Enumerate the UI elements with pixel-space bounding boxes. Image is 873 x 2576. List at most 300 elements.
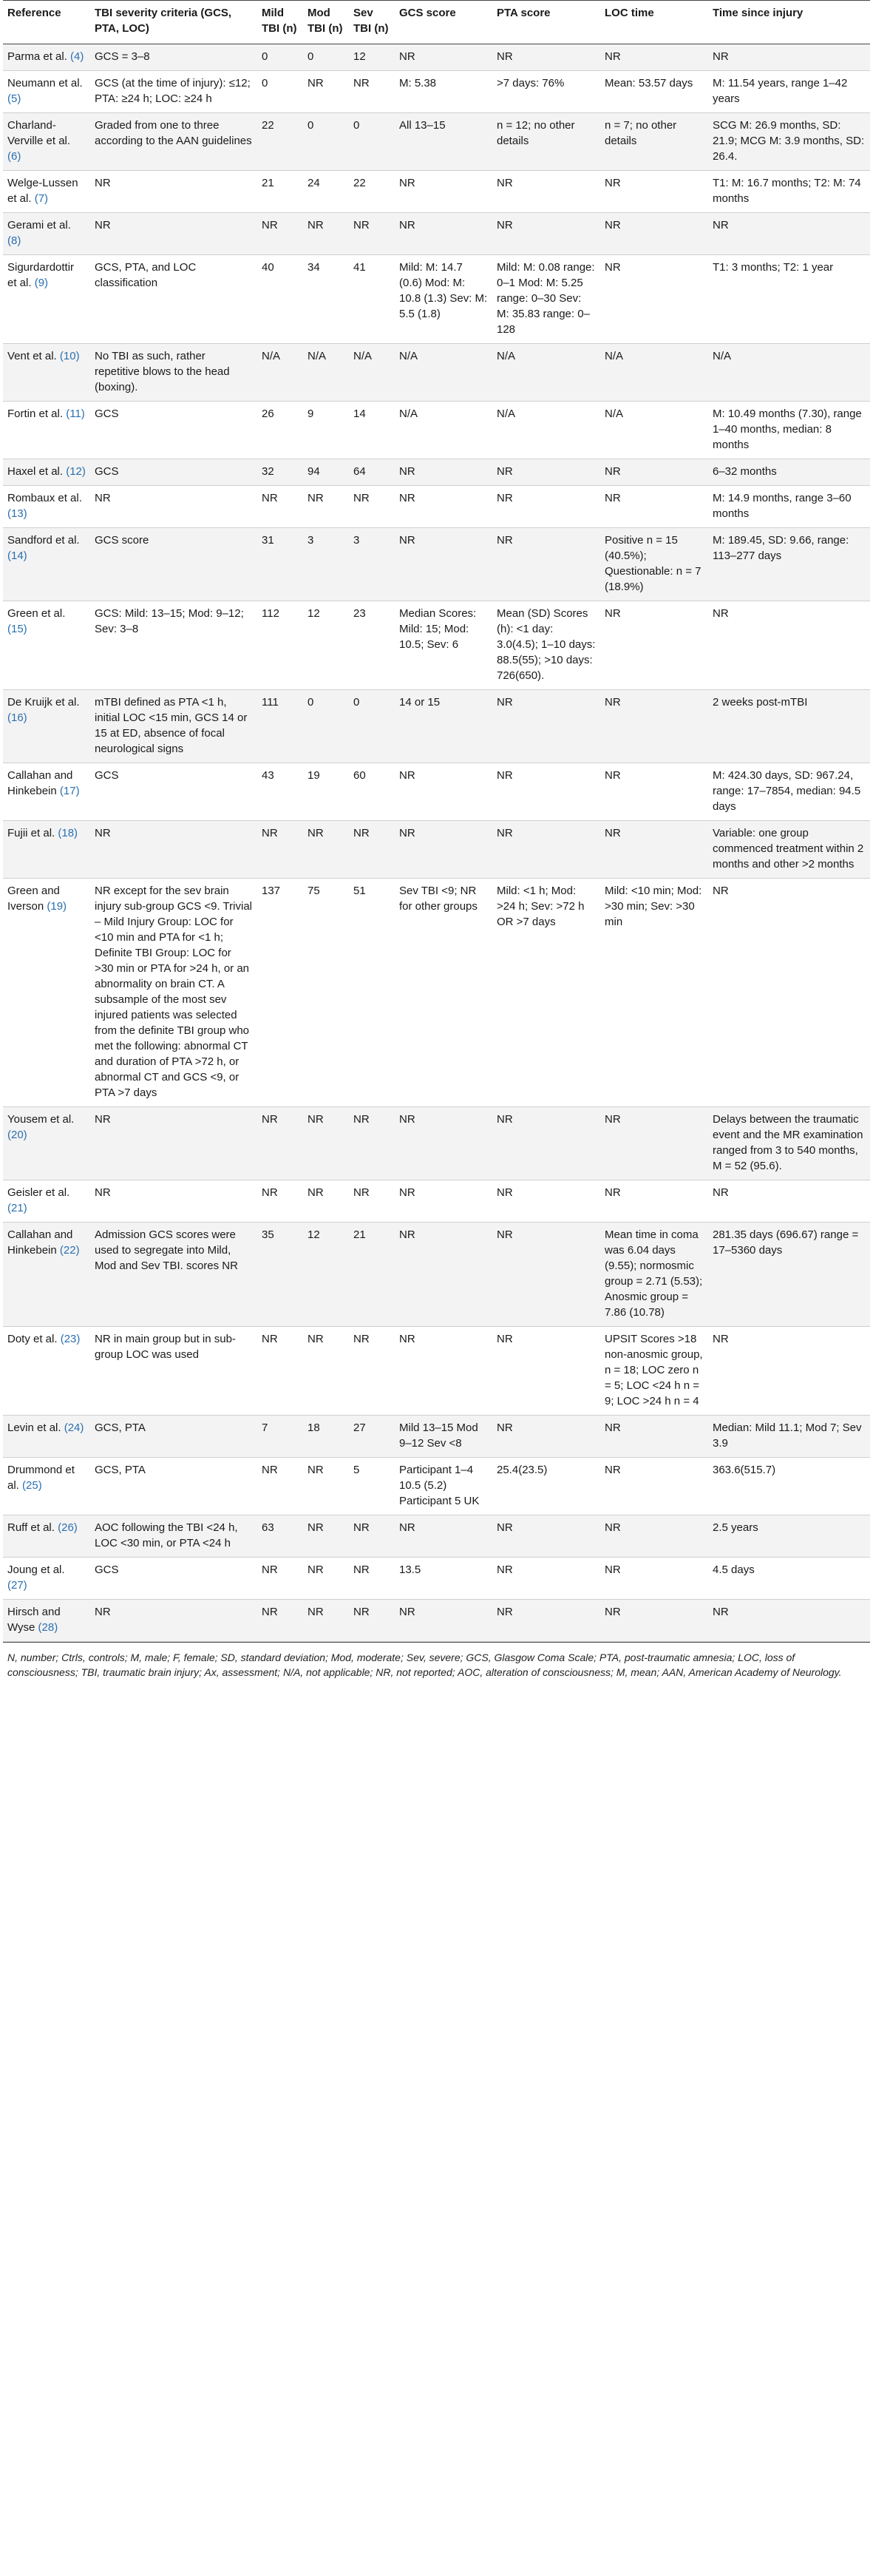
cell-pta: NR xyxy=(492,1416,600,1458)
table-row xyxy=(3,71,870,113)
reference-link[interactable]: (24) xyxy=(64,1421,84,1434)
cell-time: 363.6(515.7) xyxy=(708,1458,870,1515)
cell-gcs: NR xyxy=(395,1180,492,1223)
cell-pta: NR xyxy=(492,1223,600,1327)
cell-sev: NR xyxy=(349,1180,395,1223)
cell-gcs: NR xyxy=(395,213,492,255)
cell-mild: NR xyxy=(257,1180,303,1223)
cell-mild: 43 xyxy=(257,763,303,821)
cell-gcs: NR xyxy=(395,1223,492,1327)
cell-reference xyxy=(3,1327,90,1416)
cell-reference xyxy=(3,255,90,344)
cell-pta: NR xyxy=(492,171,600,213)
cell-pta: Mild: <1 h; Mod: >24 h; Sev: >72 h OR >7 days xyxy=(492,879,600,1107)
cell-sev: 64 xyxy=(349,459,395,486)
reference-name: Hirsch and Wyse xyxy=(7,1606,61,1634)
reference-link[interactable]: (12) xyxy=(66,465,86,478)
reference-name: Parma et al. xyxy=(7,50,67,63)
header-criteria: TBI severity criteria (GCS, PTA, LOC) xyxy=(90,1,257,44)
table-row xyxy=(3,171,870,213)
cell-loc: NR xyxy=(600,690,708,763)
cell-criteria: GCS: Mild: 13–15; Mod: 9–12; Sev: 3–8 xyxy=(90,601,257,690)
table-row xyxy=(3,113,870,171)
cell-time: NR xyxy=(708,1180,870,1223)
table-row xyxy=(3,528,870,601)
reference-link[interactable]: (10) xyxy=(59,350,80,362)
cell-criteria: NR xyxy=(90,486,257,528)
cell-mod: 0 xyxy=(303,113,349,171)
cell-mod: 34 xyxy=(303,255,349,344)
cell-sev: 23 xyxy=(349,601,395,690)
table-row xyxy=(3,459,870,486)
cell-mod: NR xyxy=(303,821,349,879)
cell-pta: NR xyxy=(492,1600,600,1642)
cell-criteria: NR xyxy=(90,1180,257,1223)
cell-pta: n = 12; no other details xyxy=(492,113,600,171)
cell-reference xyxy=(3,601,90,690)
cell-mod: 9 xyxy=(303,402,349,459)
tbi-severity-table xyxy=(3,0,870,1642)
cell-criteria: No TBI as such, rather repetitive blows to the head (boxing). xyxy=(90,344,257,402)
cell-mild: NR xyxy=(257,213,303,255)
cell-reference xyxy=(3,402,90,459)
cell-loc: NR xyxy=(600,171,708,213)
cell-criteria: GCS xyxy=(90,763,257,821)
cell-time: 2 weeks post-mTBI xyxy=(708,690,870,763)
cell-sev: 51 xyxy=(349,879,395,1107)
cell-gcs: Mild 13–15 Mod 9–12 Sev <8 xyxy=(395,1416,492,1458)
cell-loc: NR xyxy=(600,821,708,879)
cell-mod: NR xyxy=(303,1515,349,1558)
header-mild: Mild TBI (n) xyxy=(257,1,303,44)
table-header-row xyxy=(3,1,870,44)
cell-pta: N/A xyxy=(492,344,600,402)
table-row xyxy=(3,1558,870,1600)
reference-name: Neumann et al. xyxy=(7,77,83,89)
cell-time: 6–32 months xyxy=(708,459,870,486)
table-row xyxy=(3,1180,870,1223)
reference-name: Callahan and Hinkebein xyxy=(7,769,73,797)
cell-time: SCG M: 26.9 months, SD: 21.9; MCG M: 3.9 months, SD: 26.4. xyxy=(708,113,870,171)
cell-reference xyxy=(3,1107,90,1180)
cell-gcs: NR xyxy=(395,44,492,71)
cell-criteria: NR xyxy=(90,821,257,879)
reference-name: Gerami et al. xyxy=(7,219,71,231)
cell-gcs: Participant 1–4 10.5 (5.2) Participant 5 UK xyxy=(395,1458,492,1515)
cell-reference xyxy=(3,71,90,113)
cell-reference xyxy=(3,1600,90,1642)
cell-time: T1: 3 months; T2: 1 year xyxy=(708,255,870,344)
cell-gcs: All 13–15 xyxy=(395,113,492,171)
table-row xyxy=(3,344,870,402)
cell-time: 4.5 days xyxy=(708,1558,870,1600)
cell-gcs: N/A xyxy=(395,402,492,459)
cell-mild: 22 xyxy=(257,113,303,171)
table-row xyxy=(3,690,870,763)
cell-gcs: NR xyxy=(395,821,492,879)
cell-loc: NR xyxy=(600,1600,708,1642)
cell-time: Variable: one group commenced treatment within 2 months and other >2 months xyxy=(708,821,870,879)
table-row xyxy=(3,1327,870,1416)
cell-gcs: Sev TBI <9; NR for other groups xyxy=(395,879,492,1107)
cell-reference xyxy=(3,459,90,486)
cell-loc: Mean: 53.57 days xyxy=(600,71,708,113)
cell-gcs: 13.5 xyxy=(395,1558,492,1600)
cell-mild: 21 xyxy=(257,171,303,213)
cell-pta: >7 days: 76% xyxy=(492,71,600,113)
header-loc: LOC time xyxy=(600,1,708,44)
cell-gcs: NR xyxy=(395,1107,492,1180)
cell-loc: NR xyxy=(600,1416,708,1458)
cell-time: M: 11.54 years, range 1–42 years xyxy=(708,71,870,113)
table-row xyxy=(3,1600,870,1642)
reference-link[interactable]: (20) xyxy=(7,1129,27,1141)
cell-criteria: GCS, PTA xyxy=(90,1458,257,1515)
cell-reference xyxy=(3,213,90,255)
cell-mod: 24 xyxy=(303,171,349,213)
cell-reference xyxy=(3,113,90,171)
cell-criteria: NR except for the sev brain injury sub-group GCS <9. Trivial – Mild Injury Group: LOC for <10 min and PTA for <1 h; Definite TBI Group: LOC for >30 min or PTA for >24 h, or an abnormality on brain CT. A subsample of the most sev injured patients was selected from the definite TBI group who met the following: abnormal CT and duration of PTA >72 h, or abnormal CT and GCS <9, or PTA >7 days xyxy=(90,879,257,1107)
cell-pta: NR xyxy=(492,459,600,486)
cell-sev: NR xyxy=(349,1327,395,1416)
cell-mild: 31 xyxy=(257,528,303,601)
reference-name: Green and Iverson xyxy=(7,885,60,913)
cell-gcs: NR xyxy=(395,171,492,213)
reference-link[interactable]: (8) xyxy=(7,234,21,247)
reference-name: Haxel et al. xyxy=(7,465,64,478)
cell-loc: NR xyxy=(600,459,708,486)
reference-name: Fujii et al. xyxy=(7,827,55,839)
cell-mod: NR xyxy=(303,1558,349,1600)
cell-sev: NR xyxy=(349,213,395,255)
cell-reference xyxy=(3,528,90,601)
cell-gcs: Mild: M: 14.7 (0.6) Mod: M: 10.8 (1.3) Sev: M: 5.5 (1.8) xyxy=(395,255,492,344)
cell-sev: NR xyxy=(349,1558,395,1600)
cell-mod: NR xyxy=(303,1458,349,1515)
cell-sev: 21 xyxy=(349,1223,395,1327)
cell-mild: 0 xyxy=(257,44,303,71)
cell-loc: n = 7; no other details xyxy=(600,113,708,171)
table-row xyxy=(3,1223,870,1327)
reference-link[interactable]: (26) xyxy=(58,1521,78,1534)
cell-pta: NR xyxy=(492,528,600,601)
cell-reference xyxy=(3,171,90,213)
cell-time: M: 189.45, SD: 9.66, range: 113–277 days xyxy=(708,528,870,601)
cell-mild: 32 xyxy=(257,459,303,486)
reference-link[interactable]: (6) xyxy=(7,150,21,163)
cell-mod: 94 xyxy=(303,459,349,486)
cell-pta: NR xyxy=(492,821,600,879)
cell-mild: 7 xyxy=(257,1416,303,1458)
cell-sev: 0 xyxy=(349,113,395,171)
table-row xyxy=(3,763,870,821)
cell-reference xyxy=(3,1558,90,1600)
cell-gcs: NR xyxy=(395,1515,492,1558)
cell-mild: NR xyxy=(257,1327,303,1416)
reference-name: Yousem et al. xyxy=(7,1113,75,1126)
cell-sev: NR xyxy=(349,821,395,879)
cell-mod: NR xyxy=(303,1107,349,1180)
cell-mod: 0 xyxy=(303,44,349,71)
cell-sev: NR xyxy=(349,1600,395,1642)
cell-mild: NR xyxy=(257,1458,303,1515)
cell-sev: 0 xyxy=(349,690,395,763)
cell-sev: NR xyxy=(349,1515,395,1558)
cell-loc: NR xyxy=(600,1515,708,1558)
header-reference: Reference xyxy=(3,1,90,44)
table-row xyxy=(3,1107,870,1180)
header-gcs: GCS score xyxy=(395,1,492,44)
reference-name: Drummond et al. xyxy=(7,1464,75,1492)
cell-time: Delays between the traumatic event and the MR examination ranged from 3 to 540 months, M = 52 (95.6). xyxy=(708,1107,870,1180)
header-time: Time since injury xyxy=(708,1,870,44)
cell-gcs: NR xyxy=(395,459,492,486)
cell-sev: 14 xyxy=(349,402,395,459)
cell-pta: N/A xyxy=(492,402,600,459)
cell-criteria: mTBI defined as PTA <1 h, initial LOC <15 min, GCS 14 or 15 at ED, absence of focal neurological signs xyxy=(90,690,257,763)
cell-criteria: GCS, PTA, and LOC classification xyxy=(90,255,257,344)
cell-reference xyxy=(3,486,90,528)
cell-reference xyxy=(3,1223,90,1327)
reference-link[interactable]: (23) xyxy=(60,1333,81,1345)
cell-criteria: GCS score xyxy=(90,528,257,601)
cell-mild: NR xyxy=(257,821,303,879)
reference-link[interactable]: (19) xyxy=(47,900,67,913)
reference-name: Joung et al. xyxy=(7,1563,65,1576)
reference-link[interactable]: (27) xyxy=(7,1579,27,1592)
cell-time: M: 10.49 months (7.30), range 1–40 months, median: 8 months xyxy=(708,402,870,459)
table-row xyxy=(3,213,870,255)
cell-loc: NR xyxy=(600,1458,708,1515)
reference-link[interactable]: (21) xyxy=(7,1202,27,1214)
cell-reference xyxy=(3,1458,90,1515)
cell-loc: NR xyxy=(600,763,708,821)
cell-time: NR xyxy=(708,213,870,255)
reference-link[interactable]: (25) xyxy=(22,1479,42,1492)
table-row xyxy=(3,879,870,1107)
reference-link[interactable]: (22) xyxy=(59,1244,80,1257)
cell-reference xyxy=(3,44,90,71)
cell-mild: 40 xyxy=(257,255,303,344)
cell-sev: NR xyxy=(349,486,395,528)
cell-reference xyxy=(3,763,90,821)
table-row xyxy=(3,486,870,528)
cell-gcs: NR xyxy=(395,763,492,821)
table-row xyxy=(3,1515,870,1558)
reference-name: Sigurdardottir et al. xyxy=(7,261,75,289)
cell-time: 2.5 years xyxy=(708,1515,870,1558)
cell-pta: NR xyxy=(492,213,600,255)
cell-mod: 12 xyxy=(303,601,349,690)
cell-loc: NR xyxy=(600,1558,708,1600)
cell-time: 281.35 days (696.67) range = 17–5360 days xyxy=(708,1223,870,1327)
cell-mild: 26 xyxy=(257,402,303,459)
reference-name: Levin et al. xyxy=(7,1421,61,1434)
reference-name: Callahan and Hinkebein xyxy=(7,1228,73,1257)
cell-gcs: M: 5.38 xyxy=(395,71,492,113)
reference-name: Charland-Verville et al. xyxy=(7,119,71,147)
cell-reference xyxy=(3,690,90,763)
cell-sev: 12 xyxy=(349,44,395,71)
cell-criteria: Admission GCS scores were used to segregate into Mild, Mod and Sev TBI. scores NR xyxy=(90,1223,257,1327)
reference-link[interactable]: (18) xyxy=(58,827,78,839)
table-row xyxy=(3,1458,870,1515)
cell-loc: Mean time in coma was 6.04 days (9.55); normosmic group = 2.71 (5.53); Anosmic group = 7.86 (10.78) xyxy=(600,1223,708,1327)
cell-loc: N/A xyxy=(600,344,708,402)
cell-loc: NR xyxy=(600,213,708,255)
cell-time: M: 424.30 days, SD: 967.24, range: 17–7854, median: 94.5 days xyxy=(708,763,870,821)
cell-mild: 63 xyxy=(257,1515,303,1558)
cell-criteria: GCS xyxy=(90,1558,257,1600)
cell-mod: 3 xyxy=(303,528,349,601)
header-mod: Mod TBI (n) xyxy=(303,1,349,44)
cell-gcs: NR xyxy=(395,1327,492,1416)
cell-mod: NR xyxy=(303,71,349,113)
cell-pta: NR xyxy=(492,763,600,821)
cell-mod: N/A xyxy=(303,344,349,402)
header-pta: PTA score xyxy=(492,1,600,44)
cell-mod: NR xyxy=(303,213,349,255)
table-row xyxy=(3,601,870,690)
cell-gcs: NR xyxy=(395,486,492,528)
cell-mild: NR xyxy=(257,1558,303,1600)
cell-sev: NR xyxy=(349,71,395,113)
cell-mild: NR xyxy=(257,1107,303,1180)
cell-reference xyxy=(3,1416,90,1458)
cell-mild: NR xyxy=(257,1600,303,1642)
reference-name: De Kruijk et al. xyxy=(7,696,80,709)
reference-link[interactable]: (4) xyxy=(70,50,84,63)
reference-link[interactable]: (9) xyxy=(34,277,49,289)
table-row xyxy=(3,402,870,459)
reference-name: Fortin et al. xyxy=(7,408,64,420)
cell-pta: Mean (SD) Scores (h): <1 day: 3.0(4.5); 1–10 days: 88.5(55); >10 days: 726(650). xyxy=(492,601,600,690)
cell-sev: 27 xyxy=(349,1416,395,1458)
reference-link[interactable]: (17) xyxy=(59,785,80,797)
cell-mod: 12 xyxy=(303,1223,349,1327)
cell-loc: Mild: <10 min; Mod: >30 min; Sev: >30 min xyxy=(600,879,708,1107)
table-footnote: N, number; Ctrls, controls; M, male; F, female; SD, standard deviation; Mod, moderate; Sev, severe; GCS, Glasgow Coma Scale; PTA, post-traumatic amnesia; LOC, loss of consciousness; TBI, traumatic brain injury; Ax, assessment; N/A, not applicable; NR, not reported; AOC, alteration of consciousness; M, mean; AAN, American Academy of Neurology. xyxy=(3,1642,870,1680)
cell-sev: 22 xyxy=(349,171,395,213)
cell-mild: 112 xyxy=(257,601,303,690)
cell-time: NR xyxy=(708,1600,870,1642)
cell-pta: NR xyxy=(492,690,600,763)
reference-link[interactable]: (11) xyxy=(66,408,85,420)
cell-mod: NR xyxy=(303,1600,349,1642)
cell-time: Median: Mild 11.1; Mod 7; Sev 3.9 xyxy=(708,1416,870,1458)
cell-loc: NR xyxy=(600,1107,708,1180)
cell-gcs: Median Scores: Mild: 15; Mod: 10.5; Sev: 6 xyxy=(395,601,492,690)
table-row xyxy=(3,1416,870,1458)
table-row xyxy=(3,44,870,71)
table-row xyxy=(3,821,870,879)
reference-name: Geisler et al. xyxy=(7,1186,70,1199)
reference-name: Rombaux et al. xyxy=(7,492,82,504)
reference-link[interactable]: (7) xyxy=(34,192,49,205)
cell-pta: 25.4(23.5) xyxy=(492,1458,600,1515)
cell-pta: NR xyxy=(492,1558,600,1600)
cell-time: N/A xyxy=(708,344,870,402)
reference-name: Doty et al. xyxy=(7,1333,58,1345)
cell-mod: 19 xyxy=(303,763,349,821)
cell-pta: NR xyxy=(492,1107,600,1180)
cell-mod: NR xyxy=(303,1180,349,1223)
cell-criteria: NR in main group but in sub-group LOC was used xyxy=(90,1327,257,1416)
reference-link[interactable]: (14) xyxy=(7,550,27,562)
cell-pta: Mild: M: 0.08 range: 0–1 Mod: M: 5.25 range: 0–30 Sev: M: 35.83 range: 0–128 xyxy=(492,255,600,344)
cell-time: NR xyxy=(708,44,870,71)
cell-sev: 5 xyxy=(349,1458,395,1515)
table-row xyxy=(3,255,870,344)
cell-sev: 3 xyxy=(349,528,395,601)
cell-loc: UPSIT Scores >18 non-anosmic group, n = 18; LOC zero n = 5; LOC <24 h n = 9; LOC >24 h n = 4 xyxy=(600,1327,708,1416)
reference-name: Green et al. xyxy=(7,607,66,620)
cell-loc: NR xyxy=(600,1180,708,1223)
cell-time: M: 14.9 months, range 3–60 months xyxy=(708,486,870,528)
reference-link[interactable]: (5) xyxy=(7,92,21,105)
reference-link[interactable]: (15) xyxy=(7,623,27,635)
cell-mild: 0 xyxy=(257,71,303,113)
cell-gcs: NR xyxy=(395,528,492,601)
reference-name: Welge-Lussen et al. xyxy=(7,177,78,205)
cell-reference xyxy=(3,821,90,879)
cell-criteria: AOC following the TBI <24 h, LOC <30 min, or PTA <24 h xyxy=(90,1515,257,1558)
cell-mod: NR xyxy=(303,1327,349,1416)
cell-pta: NR xyxy=(492,1515,600,1558)
cell-pta: NR xyxy=(492,1180,600,1223)
reference-name: Ruff et al. xyxy=(7,1521,55,1534)
cell-criteria: NR xyxy=(90,213,257,255)
cell-loc: NR xyxy=(600,486,708,528)
cell-time: T1: M: 16.7 months; T2: M: 74 months xyxy=(708,171,870,213)
cell-criteria: GCS, PTA xyxy=(90,1416,257,1458)
cell-gcs: N/A xyxy=(395,344,492,402)
reference-name: Vent et al. xyxy=(7,350,57,362)
cell-loc: NR xyxy=(600,601,708,690)
cell-loc: NR xyxy=(600,255,708,344)
cell-mod: 0 xyxy=(303,690,349,763)
reference-name: Sandford et al. xyxy=(7,534,80,547)
cell-sev: 60 xyxy=(349,763,395,821)
cell-time: NR xyxy=(708,879,870,1107)
cell-loc: NR xyxy=(600,44,708,71)
reference-link[interactable]: (13) xyxy=(7,507,27,520)
cell-reference xyxy=(3,1180,90,1223)
cell-pta: NR xyxy=(492,486,600,528)
reference-link[interactable]: (16) xyxy=(7,711,27,724)
cell-reference xyxy=(3,344,90,402)
cell-criteria: NR xyxy=(90,1600,257,1642)
cell-sev: NR xyxy=(349,1107,395,1180)
cell-mild: 111 xyxy=(257,690,303,763)
cell-gcs: NR xyxy=(395,1600,492,1642)
cell-criteria: GCS xyxy=(90,459,257,486)
table-body xyxy=(3,44,870,1642)
cell-pta: NR xyxy=(492,44,600,71)
cell-mild: N/A xyxy=(257,344,303,402)
cell-sev: 41 xyxy=(349,255,395,344)
reference-link[interactable]: (28) xyxy=(38,1621,58,1634)
cell-mild: 35 xyxy=(257,1223,303,1327)
cell-mild: NR xyxy=(257,486,303,528)
cell-criteria: Graded from one to three according to the AAN guidelines xyxy=(90,113,257,171)
cell-mod: NR xyxy=(303,486,349,528)
cell-reference xyxy=(3,1515,90,1558)
header-sev: Sev TBI (n) xyxy=(349,1,395,44)
cell-gcs: 14 or 15 xyxy=(395,690,492,763)
cell-loc: N/A xyxy=(600,402,708,459)
cell-criteria: GCS xyxy=(90,402,257,459)
